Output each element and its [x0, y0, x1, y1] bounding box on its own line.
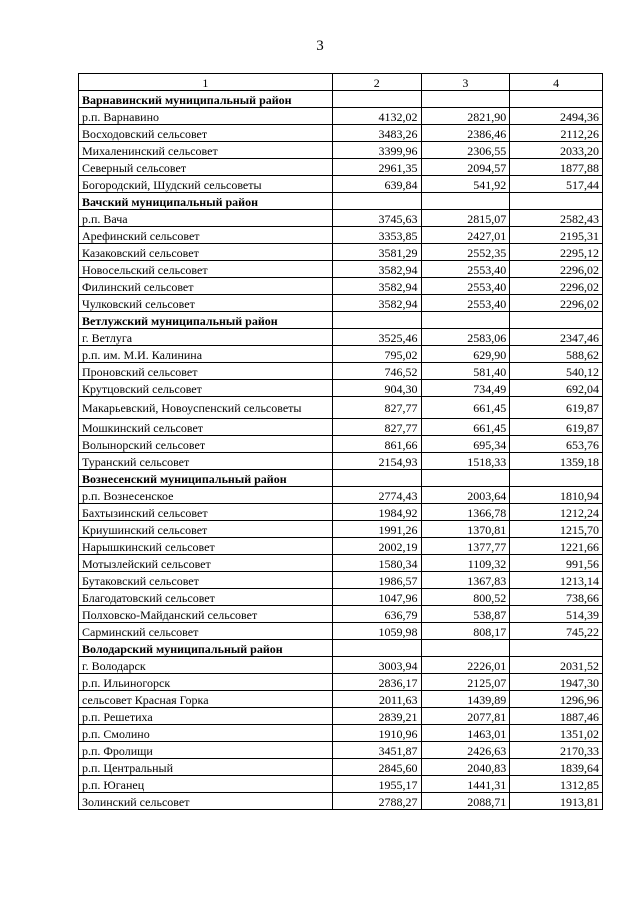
settlement-name: Богородский, Шудский сельсоветы	[79, 176, 333, 193]
value-col-3: 695,34	[421, 436, 510, 453]
value-col-2: 2011,63	[332, 691, 421, 708]
value-col-4: 1913,81	[510, 793, 603, 810]
value-col-3: 734,49	[421, 380, 510, 397]
value-col-4: 1887,46	[510, 708, 603, 725]
settlement-name: Полховско-Майданский сельсовет	[79, 606, 333, 623]
value-col-3: 2426,63	[421, 742, 510, 759]
table-row	[79, 759, 603, 776]
settlement-name: р.п. Ильиногорск	[79, 674, 333, 691]
settlement-name: Мотызлейский сельсовет	[79, 555, 333, 572]
settlement-name: Проновский сельсовет	[79, 363, 333, 380]
value-col-4: 514,39	[510, 606, 603, 623]
district-name: Варнавинский муниципальный район	[79, 91, 333, 108]
value-col-4: 1215,70	[510, 521, 603, 538]
district-row	[79, 470, 603, 487]
value-col-4: 653,76	[510, 436, 603, 453]
value-col-4: 1839,64	[510, 759, 603, 776]
settlement-name: Северный сельсовет	[79, 159, 333, 176]
value-col-3: 2583,06	[421, 329, 510, 346]
value-col-4: 2296,02	[510, 295, 603, 312]
district-row	[79, 312, 603, 329]
value-col-2: 2836,17	[332, 674, 421, 691]
settlement-name: Мошкинский сельсовет	[79, 419, 333, 436]
settlement-name: р.п. Смолино	[79, 725, 333, 742]
value-col-4: 619,87	[510, 397, 603, 419]
table-row	[79, 487, 603, 504]
value-col-3: 581,40	[421, 363, 510, 380]
table-row	[79, 521, 603, 538]
empty-cell	[332, 470, 421, 487]
value-col-4: 2170,33	[510, 742, 603, 759]
value-col-3: 2125,07	[421, 674, 510, 691]
settlement-name: р.п. Юганец	[79, 776, 333, 793]
table-row	[79, 674, 603, 691]
table-row	[79, 572, 603, 589]
value-col-2: 3353,85	[332, 227, 421, 244]
table-row	[79, 606, 603, 623]
settlement-name: р.п. Фролищи	[79, 742, 333, 759]
value-col-4: 2112,26	[510, 125, 603, 142]
table-row	[79, 108, 603, 125]
empty-cell	[332, 640, 421, 657]
table-row	[79, 742, 603, 759]
value-col-3: 541,92	[421, 176, 510, 193]
value-col-3: 2094,57	[421, 159, 510, 176]
settlement-name: Казаковский сельсовет	[79, 244, 333, 261]
settlement-name: Крутцовский сельсовет	[79, 380, 333, 397]
value-col-2: 3003,94	[332, 657, 421, 674]
data-table	[78, 73, 603, 810]
settlement-name: Восходовский сельсовет	[79, 125, 333, 142]
value-col-4: 517,44	[510, 176, 603, 193]
settlement-name: Сарминский сельсовет	[79, 623, 333, 640]
settlement-name: Михаленинский сельсовет	[79, 142, 333, 159]
settlement-name: р.п. Вача	[79, 210, 333, 227]
value-col-3: 629,90	[421, 346, 510, 363]
value-col-3: 2552,35	[421, 244, 510, 261]
value-col-3: 1370,81	[421, 521, 510, 538]
value-col-2: 639,84	[332, 176, 421, 193]
value-col-2: 1580,34	[332, 555, 421, 572]
value-col-3: 1439,89	[421, 691, 510, 708]
value-col-4: 1213,14	[510, 572, 603, 589]
value-col-3: 2553,40	[421, 278, 510, 295]
value-col-2: 2961,35	[332, 159, 421, 176]
value-col-4: 2494,36	[510, 108, 603, 125]
value-col-4: 1359,18	[510, 453, 603, 470]
value-col-2: 861,66	[332, 436, 421, 453]
settlement-name: Нарышкинский сельсовет	[79, 538, 333, 555]
value-col-4: 2031,52	[510, 657, 603, 674]
value-col-3: 1377,77	[421, 538, 510, 555]
value-col-2: 1059,98	[332, 623, 421, 640]
table-row	[79, 793, 603, 810]
value-col-3: 538,87	[421, 606, 510, 623]
district-name: Ветлужский муниципальный район	[79, 312, 333, 329]
value-col-3: 808,17	[421, 623, 510, 640]
value-col-3: 2553,40	[421, 295, 510, 312]
empty-cell	[510, 312, 603, 329]
value-col-2: 827,77	[332, 397, 421, 419]
value-col-2: 746,52	[332, 363, 421, 380]
table-row	[79, 453, 603, 470]
district-name: Вачский муниципальный район	[79, 193, 333, 210]
settlement-name: Волынорский сельсовет	[79, 436, 333, 453]
value-col-3: 661,45	[421, 397, 510, 419]
empty-cell	[421, 470, 510, 487]
value-col-3: 2821,90	[421, 108, 510, 125]
table-row	[79, 725, 603, 742]
table-row	[79, 538, 603, 555]
column-header-3: 3	[421, 74, 510, 91]
settlement-name: Золинский сельсовет	[79, 793, 333, 810]
district-name: Вознесенский муниципальный район	[79, 470, 333, 487]
value-col-3: 2306,55	[421, 142, 510, 159]
table-row	[79, 176, 603, 193]
value-col-2: 3581,29	[332, 244, 421, 261]
value-col-4: 2347,46	[510, 329, 603, 346]
value-col-2: 3399,96	[332, 142, 421, 159]
page-number: 3	[316, 38, 324, 54]
table-row	[79, 589, 603, 606]
value-col-4: 2295,12	[510, 244, 603, 261]
settlement-name: Криушинский сельсовет	[79, 521, 333, 538]
district-name: Володарский муниципальный район	[79, 640, 333, 657]
value-col-2: 2845,60	[332, 759, 421, 776]
table-row	[79, 419, 603, 436]
value-col-4: 2296,02	[510, 261, 603, 278]
table-row	[79, 227, 603, 244]
value-col-4: 619,87	[510, 419, 603, 436]
value-col-2: 3582,94	[332, 261, 421, 278]
value-col-3: 2226,01	[421, 657, 510, 674]
empty-cell	[421, 193, 510, 210]
value-col-2: 636,79	[332, 606, 421, 623]
settlement-name: Новосельский сельсовет	[79, 261, 333, 278]
table-row	[79, 244, 603, 261]
value-col-3: 2088,71	[421, 793, 510, 810]
table-row	[79, 397, 603, 419]
table-row	[79, 623, 603, 640]
value-col-4: 745,22	[510, 623, 603, 640]
table-row	[79, 346, 603, 363]
empty-cell	[332, 193, 421, 210]
table-row	[79, 295, 603, 312]
value-col-2: 795,02	[332, 346, 421, 363]
settlement-name: Чулковский сельсовет	[79, 295, 333, 312]
settlement-name: р.п. Решетиха	[79, 708, 333, 725]
table-row	[79, 261, 603, 278]
value-col-4: 1296,96	[510, 691, 603, 708]
settlement-name: р.п. Вознесенское	[79, 487, 333, 504]
value-col-2: 4132,02	[332, 108, 421, 125]
value-col-4: 1212,24	[510, 504, 603, 521]
value-col-3: 1441,31	[421, 776, 510, 793]
empty-cell	[421, 312, 510, 329]
value-col-2: 1984,92	[332, 504, 421, 521]
value-col-3: 1518,33	[421, 453, 510, 470]
value-col-2: 1955,17	[332, 776, 421, 793]
value-col-2: 3483,26	[332, 125, 421, 142]
table-row	[79, 278, 603, 295]
table-row	[79, 125, 603, 142]
value-col-3: 2815,07	[421, 210, 510, 227]
value-col-2: 1910,96	[332, 725, 421, 742]
empty-cell	[510, 470, 603, 487]
table-row	[79, 159, 603, 176]
value-col-2: 1986,57	[332, 572, 421, 589]
value-col-4: 1810,94	[510, 487, 603, 504]
empty-cell	[332, 91, 421, 108]
settlement-name: Макарьевский, Новоуспенский сельсоветы	[79, 397, 333, 419]
column-header-4: 4	[510, 74, 603, 91]
value-col-4: 2033,20	[510, 142, 603, 159]
value-col-2: 827,77	[332, 419, 421, 436]
value-col-3: 1366,78	[421, 504, 510, 521]
value-col-2: 2002,19	[332, 538, 421, 555]
value-col-4: 738,66	[510, 589, 603, 606]
empty-cell	[510, 640, 603, 657]
value-col-2: 3525,46	[332, 329, 421, 346]
value-col-4: 2296,02	[510, 278, 603, 295]
value-col-2: 1991,26	[332, 521, 421, 538]
table-row	[79, 329, 603, 346]
value-col-3: 2427,01	[421, 227, 510, 244]
value-col-3: 1367,83	[421, 572, 510, 589]
value-col-2: 1047,96	[332, 589, 421, 606]
empty-cell	[421, 640, 510, 657]
column-header-1: 1	[79, 74, 333, 91]
empty-cell	[510, 91, 603, 108]
value-col-3: 2003,64	[421, 487, 510, 504]
value-col-4: 588,62	[510, 346, 603, 363]
empty-cell	[421, 91, 510, 108]
settlement-name: Благодатовский сельсовет	[79, 589, 333, 606]
settlement-name: Бахтызинский сельсовет	[79, 504, 333, 521]
value-col-4: 991,56	[510, 555, 603, 572]
value-col-4: 1947,30	[510, 674, 603, 691]
settlement-name: Бутаковский сельсовет	[79, 572, 333, 589]
value-col-3: 2386,46	[421, 125, 510, 142]
column-header-2: 2	[332, 74, 421, 91]
value-col-2: 904,30	[332, 380, 421, 397]
settlement-name: сельсовет Красная Горка	[79, 691, 333, 708]
settlement-name: Туранский сельсовет	[79, 453, 333, 470]
value-col-2: 2154,93	[332, 453, 421, 470]
table-row	[79, 504, 603, 521]
value-col-4: 1312,85	[510, 776, 603, 793]
settlement-name: г. Ветлуга	[79, 329, 333, 346]
district-row	[79, 193, 603, 210]
table-row	[79, 657, 603, 674]
value-col-2: 3451,87	[332, 742, 421, 759]
value-col-4: 692,04	[510, 380, 603, 397]
value-col-4: 1877,88	[510, 159, 603, 176]
value-col-3: 1463,01	[421, 725, 510, 742]
value-col-3: 2077,81	[421, 708, 510, 725]
value-col-3: 2040,83	[421, 759, 510, 776]
header-row	[79, 74, 603, 91]
settlement-name: г. Володарск	[79, 657, 333, 674]
table-row	[79, 142, 603, 159]
value-col-4: 1351,02	[510, 725, 603, 742]
table-row	[79, 436, 603, 453]
value-col-2: 2774,43	[332, 487, 421, 504]
table-body	[79, 91, 603, 810]
value-col-3: 2553,40	[421, 261, 510, 278]
table-row	[79, 708, 603, 725]
value-col-2: 3582,94	[332, 278, 421, 295]
settlement-name: р.п. Центральный	[79, 759, 333, 776]
table-row	[79, 363, 603, 380]
empty-cell	[332, 312, 421, 329]
district-row	[79, 91, 603, 108]
settlement-name: р.п. Варнавино	[79, 108, 333, 125]
value-col-2: 3582,94	[332, 295, 421, 312]
district-row	[79, 640, 603, 657]
value-col-3: 800,52	[421, 589, 510, 606]
table-row	[79, 380, 603, 397]
settlement-name: Филинский сельсовет	[79, 278, 333, 295]
value-col-2: 2788,27	[332, 793, 421, 810]
empty-cell	[510, 193, 603, 210]
value-col-4: 2195,31	[510, 227, 603, 244]
settlement-name: Арефинский сельсовет	[79, 227, 333, 244]
value-col-4: 1221,66	[510, 538, 603, 555]
value-col-4: 2582,43	[510, 210, 603, 227]
table-row	[79, 691, 603, 708]
value-col-3: 1109,32	[421, 555, 510, 572]
value-col-2: 2839,21	[332, 708, 421, 725]
settlement-name: р.п. им. М.И. Калинина	[79, 346, 333, 363]
table-row	[79, 555, 603, 572]
value-col-3: 661,45	[421, 419, 510, 436]
table-row	[79, 210, 603, 227]
value-col-2: 3745,63	[332, 210, 421, 227]
value-col-4: 540,12	[510, 363, 603, 380]
table-row	[79, 776, 603, 793]
